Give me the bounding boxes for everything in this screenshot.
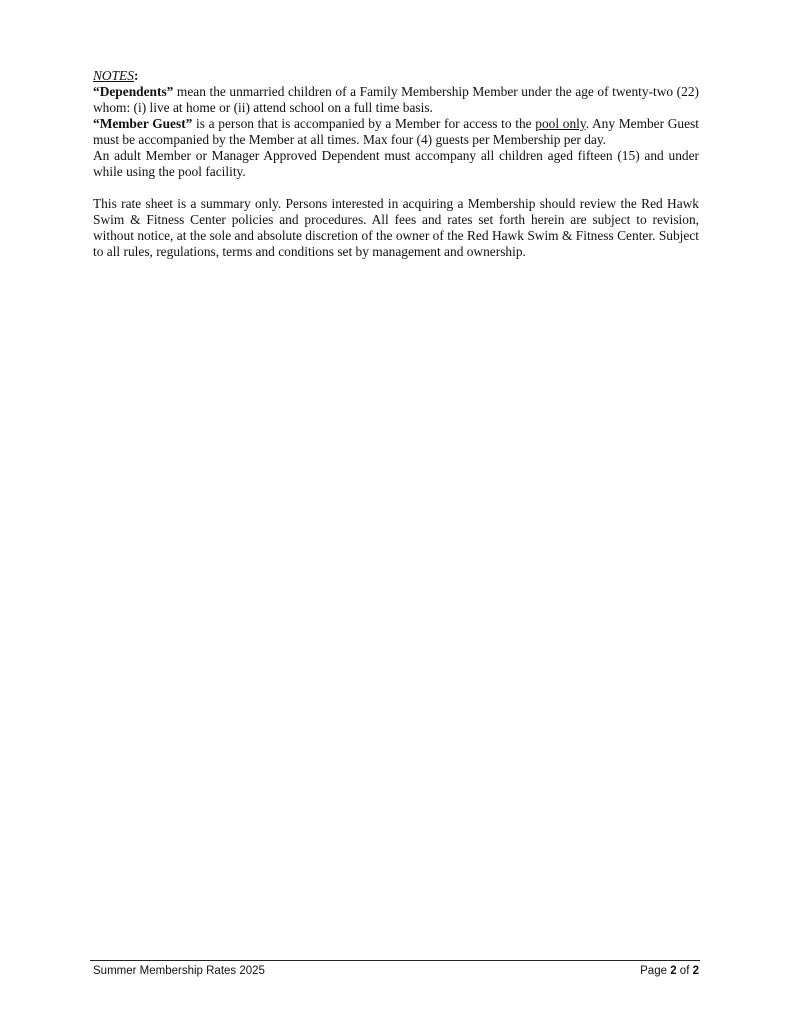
page-label: Page bbox=[640, 965, 671, 977]
notes-heading-colon: : bbox=[133, 68, 139, 83]
footer-divider bbox=[90, 960, 700, 961]
notes-heading-word: NOTES bbox=[93, 68, 134, 83]
member-guest-underlined: pool only bbox=[535, 116, 586, 131]
dependents-text: mean the unmarried children of a Family Membership Member under the age of twenty-two (22) whom: (i) live at home or (ii) attend school on a full time basis. bbox=[93, 84, 699, 115]
member-guest-text-before: is a person that is accompanied by a Member for access to the bbox=[192, 116, 536, 131]
notes-heading bbox=[93, 68, 699, 84]
page-of: of bbox=[676, 965, 693, 977]
member-guest-term: “Member Guest” bbox=[93, 116, 193, 131]
summary-paragraph: This rate sheet is a summary only. Persons interested in acquiring a Membership should review the Red Hawk Swim & Fitness Center policies and procedures. All fees and rates set forth herein are subject to revision, without notice, at the sole and absolute discretion of the owner of the Red Hawk Swim & Fitness Center. Subject to all rules, regulations, terms and conditions set by management and ownership. bbox=[93, 196, 699, 259]
page-total: 2 bbox=[692, 965, 699, 977]
member-guest-text-after: . Any Member Guest must be accompanied by the Member at all times. Max four (4) guests per Membership per day. bbox=[93, 116, 699, 147]
paragraph-spacer bbox=[93, 180, 699, 196]
dependents-term: “Dependents” bbox=[93, 84, 174, 99]
page-current: 2 bbox=[670, 965, 677, 977]
notes-section bbox=[93, 68, 699, 260]
footer-title: Summer Membership Rates 2025 bbox=[93, 965, 265, 977]
member-guest-definition bbox=[93, 116, 699, 148]
dependents-definition bbox=[93, 84, 699, 116]
page-number bbox=[640, 964, 699, 978]
adult-supervision-rule: An adult Member or Manager Approved Dependent must accompany all children aged fifteen (15) and under while using the pool facility. bbox=[93, 148, 699, 179]
